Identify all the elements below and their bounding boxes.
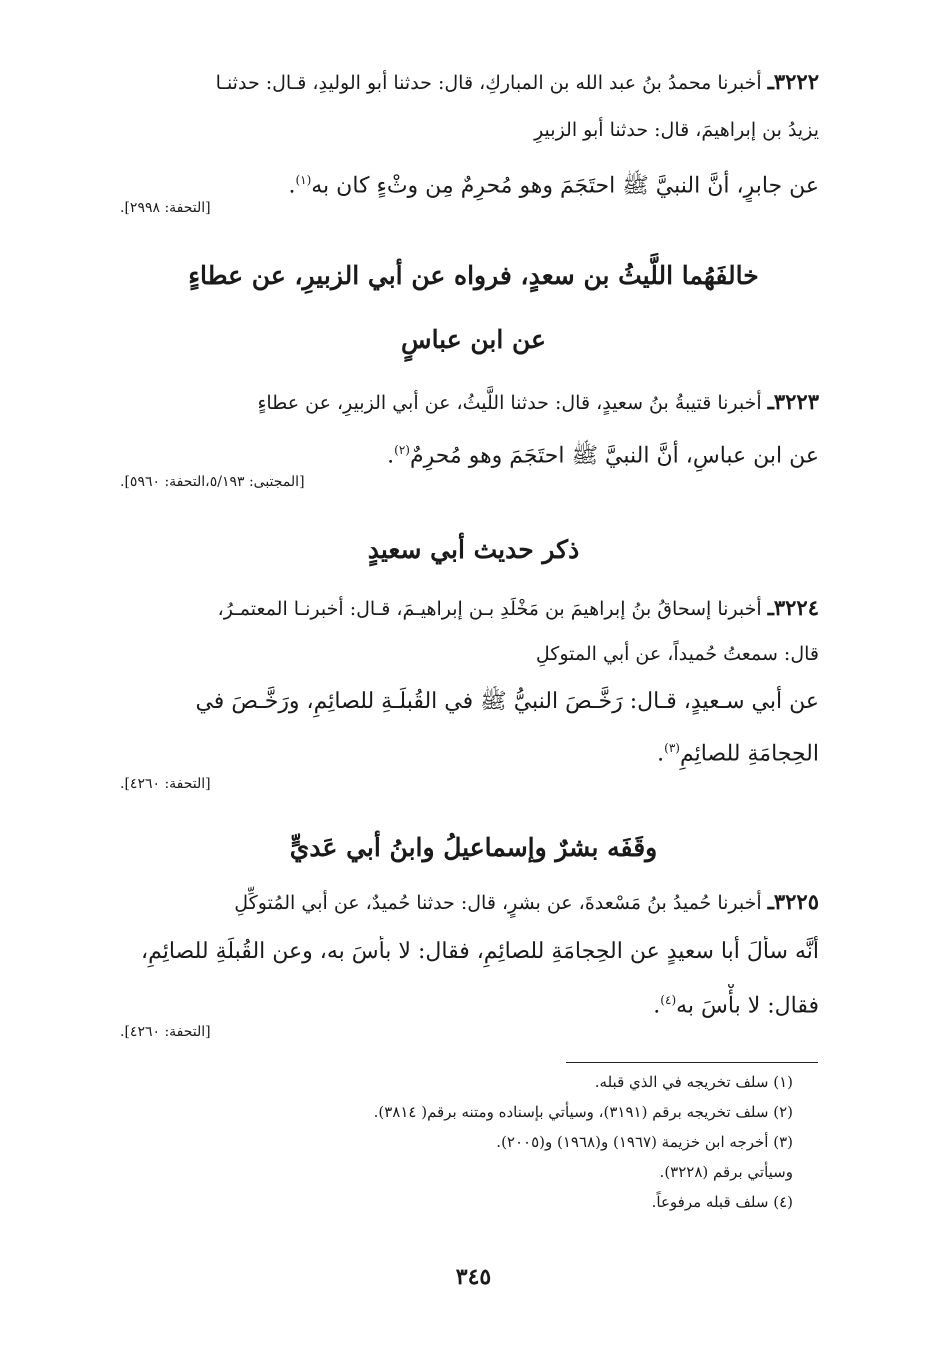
- page-number: ٣٤٥: [455, 1264, 492, 1290]
- hadith-3223-matn: عن ابن عباسٍ، أنَّ النبيَّ ﷺ احتَجَمَ وهو مُحرِمٌ$^{(٢)}$.: [387, 443, 819, 469]
- footnote-2: (٢) سلف تخريجه برقم (٣١٩١)، وسيأتي بإسناده ومتنه برقم( ٣٨١٤).: [373, 1103, 793, 1121]
- footnote-1: (١) سلف تخريجه في الذي قبله.: [594, 1073, 793, 1091]
- section-heading-2: ذكر حديث أبي سعيدٍ: [367, 535, 580, 564]
- footnote-4: (٤) سلف قبله مرفوعاً.: [651, 1193, 793, 1211]
- section-heading-3: وقَفَه بشرٌ وإسماعيلُ وابنُ أبي عَديٍّ: [289, 833, 658, 862]
- citation-3223: [المجتبى: ٥/١٩٣،التحفة: ٥٩٦٠].: [120, 474, 305, 490]
- hadith-3222-isnad-line-2: يزيدُ بن إبراهيمَ، قال: حدثنا أبو الزبيرِ: [534, 119, 819, 141]
- hadith-3225-matn-line-2: فقال: لا بأْسَ به$^{(٤)}$.: [653, 993, 819, 1019]
- hadith-3222-matn: عن جابرٍ، أنَّ النبيَّ ﷺ احتَجَمَ وهو مُحرِمٌ مِن وثْءٍ كان به$^{(١)}$.: [288, 173, 819, 199]
- hadith-3223-isnad-line-1: ٣٢٢٣ـ أخبرنا قتيبةُ بنُ سعيدٍ، قال: حدثنا اللَّيثُ، عن أبي الزبيرِ، عن عطاءٍ: [257, 389, 819, 414]
- footnote-marker: (١): [295, 173, 312, 187]
- hadith-number: ٣٢٢٤: [773, 595, 819, 620]
- footnote-marker: (٤): [660, 993, 677, 1007]
- hadith-3224-matn-line-1: عن أبي سـعيدٍ، قـال: رَخَّـصَ النبيُّ ﷺ في القُبلَـةِ للصائِمِ، ورَخَّـصَ في: [195, 689, 819, 714]
- citation-3224: [التحفة: ٤٢٦٠].: [120, 776, 211, 792]
- footnote-3-continued: وسيأتي برقم (٣٢٢٨).: [659, 1163, 793, 1181]
- footnote-3: (٣) أخرجه ابن خزيمة (١٩٦٧) و(١٩٦٨) و(٢٠٠٥).: [496, 1133, 793, 1151]
- section-heading-1-line-2: عن ابن عباسٍ: [401, 325, 546, 354]
- hadith-3224-matn-line-2: الحِجامَةِ للصائِمِ$^{(٣)}$.: [657, 741, 819, 767]
- footnote-marker: (٣): [664, 741, 680, 755]
- citation-3225: [التحفة: ٤٢٦٠].: [120, 1024, 211, 1040]
- footnote-separator: [566, 1062, 818, 1063]
- hadith-3225-matn-line-1: أنَّه سأَلَ أبا سعيدٍ عن الحِجامَةِ للصائِمِ، فقال: لا بأْسَ به، وعن القُبلَةِ للصائِمِ،: [140, 939, 819, 964]
- hadith-3222-isnad-line-1: ٣٢٢٢ـ أخبرنا محمدُ بنُ عبد الله بن المباركِ، قال: حدثنا أبو الوليدِ، قـال: حدثنـا: [215, 69, 819, 94]
- hadith-number: ٣٢٢٣: [773, 389, 819, 414]
- citation-3222: [التحفة: ٢٩٩٨].: [120, 200, 211, 216]
- hadith-number: ٣٢٢٢: [773, 69, 819, 94]
- hadith-3224-isnad-line-2: قال: سمعتُ حُميداً، عن أبي المتوكلِ: [535, 643, 819, 665]
- isnad-text: أخبرنا محمدُ بنُ عبد الله بن المباركِ، قال: حدثنا أبو الوليدِ، قـال: حدثنـا: [215, 72, 762, 94]
- section-heading-1: خالفَهُما اللَّيثُ بن سعدٍ، فرواه عن أبي الزبيرِ، عن عطاءٍ: [188, 261, 759, 290]
- hadith-number: ٣٢٢٥: [773, 889, 819, 914]
- hadith-3225-isnad-line-1: ٣٢٢٥ـ أخبرنا حُميدُ بنُ مَسْعدةَ، عن بشرٍ، قال: حدثنا حُميدٌ، عن أبي المُتوكِّلِ: [234, 889, 819, 914]
- hadith-3224-isnad-line-1: ٣٢٢٤ـ أخبرنا إسحاقُ بنُ إبراهيمَ بن مَخْلَدِ بـن إبراهيـمَ، قـال: أخبرنـا المعتمـرُ،: [217, 595, 819, 620]
- footnote-marker: (٢): [394, 443, 410, 457]
